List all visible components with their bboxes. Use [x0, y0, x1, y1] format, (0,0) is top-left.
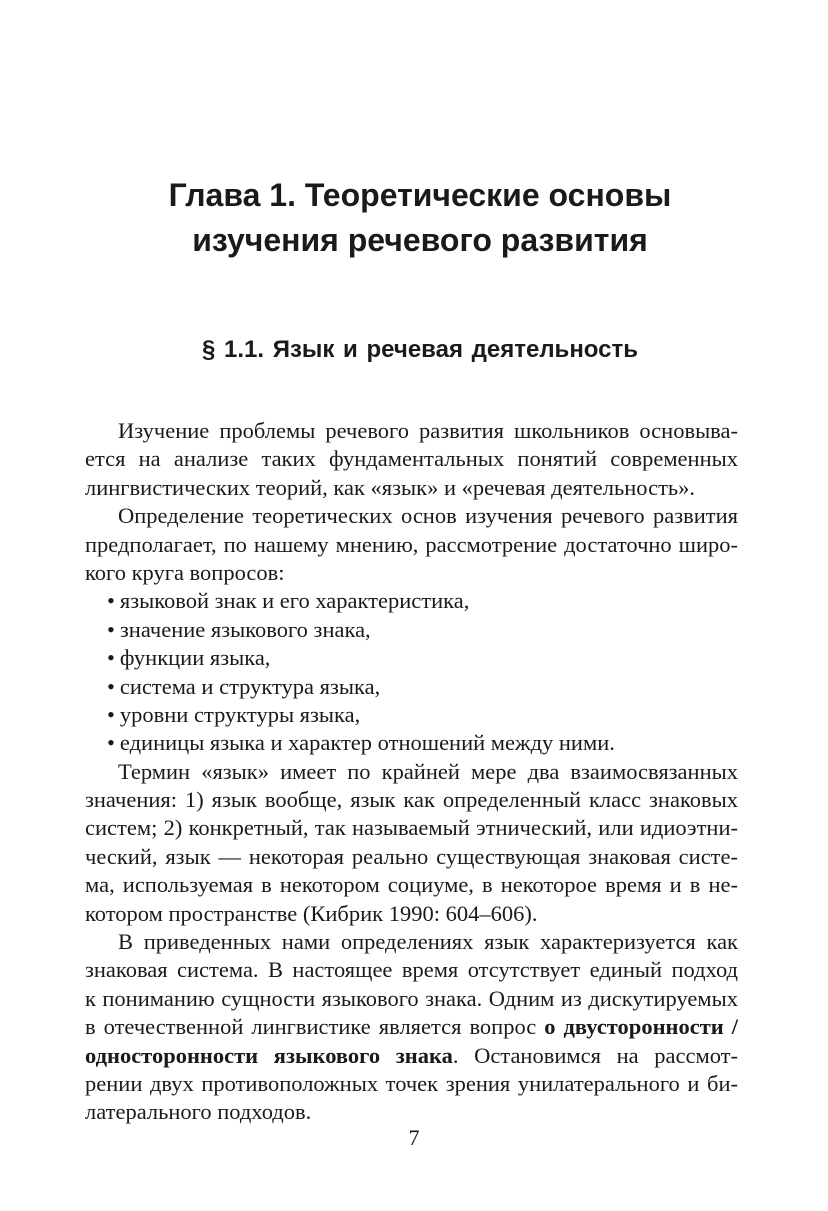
- text-run: . Остановимся на рассмот-: [452, 1042, 738, 1068]
- text-line: Изучение проблемы речевого развития школьников основыва-: [118, 418, 738, 443]
- paragraph-1: [85, 417, 738, 502]
- text-line: ется на анализе таких фундаментальных понятий современных: [85, 446, 738, 472]
- list-item: [85, 587, 738, 615]
- page-number: 7: [408, 1125, 420, 1150]
- list-item: [85, 616, 738, 644]
- paragraph-3: [85, 758, 738, 928]
- text-line: лингвистических теорий, как «язык» и «речевая деятельность».: [85, 474, 696, 500]
- list-item: [85, 673, 738, 701]
- list-item-text: функции языка,: [119, 645, 271, 671]
- text-line: к пониманию сущности языкового знака. Одним из дискутируемых: [85, 985, 738, 1011]
- bullet-list: [85, 587, 738, 757]
- text-line: латерального подходов.: [85, 1099, 312, 1125]
- list-item-text: система и структура языка,: [119, 673, 381, 699]
- text-line: В приведенных нами определениях язык характеризуется как: [118, 929, 738, 955]
- text-line: [85, 1013, 738, 1041]
- list-item-text: значение языкового знака,: [119, 616, 371, 642]
- text-line: рении двух противоположных точек зрения унилатерального и би-: [85, 1070, 738, 1096]
- bullet-icon: •: [107, 701, 115, 727]
- text-line: предполагает, по нашему мнению, рассмотрение достаточно широ-: [85, 531, 738, 557]
- text-line: значения: 1) язык вообще, язык как определенный класс знаковых: [85, 787, 738, 813]
- text-line: ма, используемая в некотором социуме, в некоторое время и в не-: [85, 872, 738, 898]
- chapter-title-line-2: изучения речевого развития: [192, 222, 648, 258]
- text-line: систем; 2) конкретный, так называемый этнический, или идиоэтни-: [85, 815, 738, 841]
- bullet-icon: •: [107, 616, 115, 642]
- text-line: [85, 1042, 738, 1070]
- text-line: Термин «язык» имеет по крайней мере два взаимосвязанных: [118, 758, 738, 784]
- emphasis-text: односторонности языкового знака: [85, 1042, 453, 1068]
- paragraph-2: [85, 502, 738, 587]
- list-item: [85, 701, 738, 729]
- list-item-text: уровни структуры языка,: [119, 701, 361, 727]
- bullet-icon: •: [107, 673, 115, 699]
- chapter-title-line-1: Глава 1. Теоретические основы: [168, 177, 672, 213]
- bullet-icon: •: [107, 645, 115, 671]
- text-line: котором пространстве (Кибрик 1990: 604–606).: [85, 900, 538, 926]
- text-line: знаковая система. В настоящее время отсутствует единый подход: [85, 957, 738, 983]
- list-item: [85, 729, 738, 757]
- text-line: кого круга вопросов:: [85, 559, 285, 585]
- text-line: Определение теоретических основ изучения речевого развития: [118, 503, 738, 529]
- text-line: ческий, язык — некоторая реально существующая знаковая систе-: [85, 843, 738, 869]
- list-item-text: языковой знак и его характеристика,: [119, 588, 470, 614]
- section-title: § 1.1. Язык и речевая деятельность: [201, 336, 639, 363]
- list-item-text: единицы языка и характер отношений между ними.: [119, 730, 615, 756]
- chapter-title: [100, 173, 740, 263]
- body-text: [85, 417, 738, 1127]
- text-run: в отечественной лингвистике является вопрос: [85, 1014, 545, 1040]
- list-item: [85, 644, 738, 672]
- paragraph-4: [85, 928, 738, 1127]
- bullet-icon: •: [107, 730, 115, 756]
- bullet-icon: •: [107, 588, 115, 614]
- emphasis-text: о двусторонности /: [544, 1014, 738, 1040]
